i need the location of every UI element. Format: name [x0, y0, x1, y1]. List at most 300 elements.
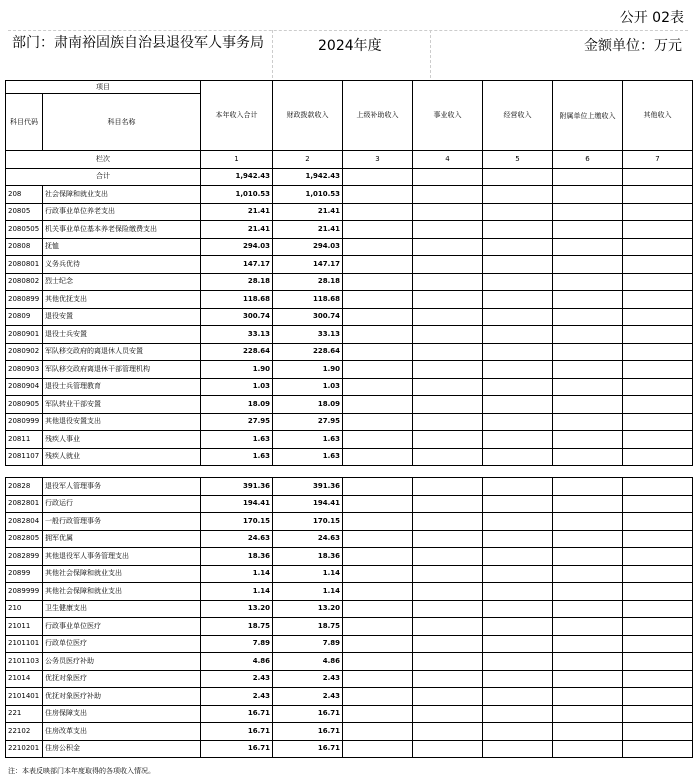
- empty-cell: [413, 378, 483, 396]
- empty-cell: [623, 256, 693, 274]
- row-name: 其他退役安置支出: [43, 413, 201, 431]
- empty-cell: [483, 378, 553, 396]
- empty-cell: [483, 530, 553, 548]
- income-table: [5, 80, 693, 758]
- row-total: 24.63: [201, 530, 273, 548]
- row-code: 20808: [6, 238, 43, 256]
- empty-cell: [483, 670, 553, 688]
- empty-cell: [343, 186, 413, 204]
- table-row: [6, 273, 693, 291]
- order-num: 2: [273, 151, 343, 169]
- head-col-6: 附属单位上缴收入: [553, 81, 623, 151]
- row-code: 2080904: [6, 378, 43, 396]
- empty-cell: [553, 495, 623, 513]
- empty-cell: [413, 326, 483, 344]
- row-code: 22102: [6, 723, 43, 741]
- row-name: 行政运行: [43, 495, 201, 513]
- empty-cell: [483, 495, 553, 513]
- empty-cell: [553, 326, 623, 344]
- empty-cell: [553, 635, 623, 653]
- empty-cell: [343, 431, 413, 449]
- row-total: 18.75: [201, 618, 273, 636]
- row-fiscal: 4.86: [273, 653, 343, 671]
- empty-cell: [553, 618, 623, 636]
- empty-cell: [343, 723, 413, 741]
- row-name: 一般行政管理事务: [43, 513, 201, 531]
- table-head: [6, 81, 693, 186]
- empty-cell: [343, 291, 413, 309]
- empty-cell: [413, 478, 483, 496]
- row-fiscal: 21.41: [273, 203, 343, 221]
- row-name: 行政单位医疗: [43, 635, 201, 653]
- empty-cell: [343, 618, 413, 636]
- row-fiscal: 391.36: [273, 478, 343, 496]
- empty-cell: [413, 688, 483, 706]
- table-row: [6, 431, 693, 449]
- empty-cell: [343, 495, 413, 513]
- empty-cell: [483, 238, 553, 256]
- empty-cell: [483, 256, 553, 274]
- row-name: 卫生健康支出: [43, 600, 201, 618]
- table-row: [6, 583, 693, 601]
- empty-cell: [343, 653, 413, 671]
- empty-cell: [553, 431, 623, 449]
- row-code: 2080802: [6, 273, 43, 291]
- row-total: 228.64: [201, 343, 273, 361]
- table-row: [6, 308, 693, 326]
- total-fiscal: 1,942.43: [273, 168, 343, 186]
- empty-cell: [483, 186, 553, 204]
- year-label: 2024年度: [318, 38, 382, 54]
- empty-cell: [343, 513, 413, 531]
- row-code: 2082804: [6, 513, 43, 531]
- table-row: [6, 478, 693, 496]
- row-name: 拥军优属: [43, 530, 201, 548]
- empty-cell: [343, 705, 413, 723]
- empty-cell: [553, 238, 623, 256]
- empty-cell: [623, 635, 693, 653]
- department-label: 部门：肃南裕固族自治县退役军人事务局: [12, 35, 264, 51]
- empty-cell: [483, 565, 553, 583]
- empty-cell: [413, 740, 483, 758]
- empty-cell: [343, 221, 413, 239]
- row-fiscal: 18.09: [273, 396, 343, 414]
- empty-cell: [623, 308, 693, 326]
- empty-cell: [623, 326, 693, 344]
- empty-cell: [623, 273, 693, 291]
- row-name: 机关事业单位基本养老保险缴费支出: [43, 221, 201, 239]
- head-col-7: 其他收入: [623, 81, 693, 151]
- row-name: 残疾人事业: [43, 431, 201, 449]
- empty-cell: [623, 723, 693, 741]
- row-fiscal: 18.75: [273, 618, 343, 636]
- row-name: 行政事业单位养老支出: [43, 203, 201, 221]
- row-total: 1.14: [201, 565, 273, 583]
- empty-cell: [343, 583, 413, 601]
- empty-cell: [413, 396, 483, 414]
- table-row: [6, 186, 693, 204]
- row-total: 300.74: [201, 308, 273, 326]
- empty-cell: [553, 688, 623, 706]
- table-row: [6, 396, 693, 414]
- empty-cell: [343, 478, 413, 496]
- total-label: 合计: [6, 168, 201, 186]
- empty-cell: [623, 448, 693, 466]
- empty-cell: [623, 513, 693, 531]
- empty-cell: [553, 256, 623, 274]
- row-name: 其他优抚支出: [43, 291, 201, 309]
- row-code: 210: [6, 600, 43, 618]
- row-code: 2080505: [6, 221, 43, 239]
- empty-cell: [343, 740, 413, 758]
- header-row: [8, 30, 688, 79]
- empty-cell: [483, 343, 553, 361]
- empty-cell: [413, 238, 483, 256]
- empty-cell: [483, 203, 553, 221]
- empty-cell: [483, 221, 553, 239]
- empty-cell: [413, 291, 483, 309]
- row-fiscal: 1.14: [273, 565, 343, 583]
- empty-cell: [623, 530, 693, 548]
- row-fiscal: 194.41: [273, 495, 343, 513]
- row-name: 退役士兵管理教育: [43, 378, 201, 396]
- empty-cell: [553, 361, 623, 379]
- empty-cell: [553, 600, 623, 618]
- row-total: 18.36: [201, 548, 273, 566]
- empty-cell: [553, 583, 623, 601]
- empty-cell: [343, 548, 413, 566]
- row-code: 21011: [6, 618, 43, 636]
- table-row: [6, 256, 693, 274]
- row-fiscal: 300.74: [273, 308, 343, 326]
- row-fiscal: 18.36: [273, 548, 343, 566]
- empty-cell: [623, 618, 693, 636]
- table-row: [6, 413, 693, 431]
- header-divider: [430, 30, 431, 78]
- table-row: [6, 343, 693, 361]
- row-fiscal: 2.43: [273, 670, 343, 688]
- head-code: 科目代码: [6, 94, 43, 151]
- row-name: 退役安置: [43, 308, 201, 326]
- table-row: [6, 653, 693, 671]
- row-total: 1.03: [201, 378, 273, 396]
- row-name: 住房改革支出: [43, 723, 201, 741]
- empty-cell: [623, 548, 693, 566]
- row-name: 住房保障支出: [43, 705, 201, 723]
- head-name: 科目名称: [43, 94, 201, 151]
- empty-cell: [623, 740, 693, 758]
- row-code: 2101101: [6, 635, 43, 653]
- empty-cell: [343, 326, 413, 344]
- empty-cell: [553, 705, 623, 723]
- empty-cell: [483, 740, 553, 758]
- table-row: [6, 326, 693, 344]
- row-name: 残疾人就业: [43, 448, 201, 466]
- row-name: 其他社会保障和就业支出: [43, 565, 201, 583]
- row-total: 170.15: [201, 513, 273, 531]
- empty-cell: [483, 478, 553, 496]
- row-total: 21.41: [201, 203, 273, 221]
- empty-cell: [483, 583, 553, 601]
- head-col-2: 财政拨款收入: [273, 81, 343, 151]
- row-code: 20811: [6, 431, 43, 449]
- row-fiscal: 228.64: [273, 343, 343, 361]
- row-name: 烈士纪念: [43, 273, 201, 291]
- row-code: 20899: [6, 565, 43, 583]
- empty-cell: [413, 361, 483, 379]
- table-row: [6, 740, 693, 758]
- row-fiscal: 16.71: [273, 740, 343, 758]
- empty-cell: [483, 361, 553, 379]
- table-row: [6, 565, 693, 583]
- empty-cell: [483, 413, 553, 431]
- empty-cell: [343, 378, 413, 396]
- head-item: 项目: [6, 81, 201, 94]
- row-fiscal: 118.68: [273, 291, 343, 309]
- row-fiscal: 33.13: [273, 326, 343, 344]
- row-code: 20805: [6, 203, 43, 221]
- empty-cell: [553, 448, 623, 466]
- empty-cell: [483, 653, 553, 671]
- table-row: [6, 203, 693, 221]
- row-code: 2089999: [6, 583, 43, 601]
- empty-cell: [623, 653, 693, 671]
- empty-cell: [623, 600, 693, 618]
- empty-cell: [553, 530, 623, 548]
- row-fiscal: 1.14: [273, 583, 343, 601]
- empty-cell: [413, 431, 483, 449]
- empty-cell: [343, 308, 413, 326]
- head-col-5: 经营收入: [483, 81, 553, 151]
- empty-cell: [553, 396, 623, 414]
- empty-cell: [413, 448, 483, 466]
- form-number: 公开 02表: [619, 10, 684, 26]
- table-row: [6, 530, 693, 548]
- row-code: 2082805: [6, 530, 43, 548]
- row-fiscal: 147.17: [273, 256, 343, 274]
- table-body-part1: [6, 186, 693, 466]
- empty-cell: [413, 635, 483, 653]
- row-fiscal: 1.63: [273, 431, 343, 449]
- row-total: 16.71: [201, 705, 273, 723]
- row-name: 行政事业单位医疗: [43, 618, 201, 636]
- row-total: 33.13: [201, 326, 273, 344]
- empty-cell: [623, 378, 693, 396]
- table-row: [6, 670, 693, 688]
- empty-cell: [483, 326, 553, 344]
- row-code: 21014: [6, 670, 43, 688]
- table-note: 注：本表反映部门本年度取得的各项收入情况。: [8, 767, 155, 775]
- empty-cell: [623, 431, 693, 449]
- empty-cell: [343, 273, 413, 291]
- row-name: 公务员医疗补助: [43, 653, 201, 671]
- empty-cell: [553, 186, 623, 204]
- row-code: 2101103: [6, 653, 43, 671]
- row-code: 2101401: [6, 688, 43, 706]
- row-total: 7.89: [201, 635, 273, 653]
- row-name: 军队移交政府的离退休人员安置: [43, 343, 201, 361]
- row-total: 1.63: [201, 431, 273, 449]
- empty-cell: [623, 361, 693, 379]
- order-num: 5: [483, 151, 553, 169]
- row-code: 2080801: [6, 256, 43, 274]
- empty-cell: [553, 653, 623, 671]
- empty-cell: [553, 565, 623, 583]
- row-total: 28.18: [201, 273, 273, 291]
- row-name: 军队转业干部安置: [43, 396, 201, 414]
- row-name: 优抚对象医疗: [43, 670, 201, 688]
- table-row: [6, 221, 693, 239]
- empty-cell: [343, 238, 413, 256]
- empty-cell: [343, 670, 413, 688]
- empty-cell: [413, 530, 483, 548]
- row-fiscal: 16.71: [273, 723, 343, 741]
- row-fiscal: 1.90: [273, 361, 343, 379]
- empty-cell: [483, 618, 553, 636]
- empty-cell: [343, 361, 413, 379]
- empty-cell: [413, 343, 483, 361]
- empty-cell: [483, 723, 553, 741]
- empty-cell: [483, 548, 553, 566]
- empty-cell: [553, 548, 623, 566]
- empty-cell: [413, 221, 483, 239]
- row-total: 147.17: [201, 256, 273, 274]
- row-name: 抚恤: [43, 238, 201, 256]
- row-fiscal: 2.43: [273, 688, 343, 706]
- row-name: 其他退役军人事务管理支出: [43, 548, 201, 566]
- row-code: 20828: [6, 478, 43, 496]
- row-total: 16.71: [201, 740, 273, 758]
- row-name: 军队移交政府离退休干部管理机构: [43, 361, 201, 379]
- table-gap: [6, 466, 693, 478]
- empty-cell: [413, 583, 483, 601]
- row-name: 其他社会保障和就业支出: [43, 583, 201, 601]
- empty-cell: [413, 495, 483, 513]
- row-code: 2080899: [6, 291, 43, 309]
- empty-cell: [343, 635, 413, 653]
- empty-cell: [343, 343, 413, 361]
- empty-cell: [623, 396, 693, 414]
- empty-cell: [483, 291, 553, 309]
- row-code: 2082801: [6, 495, 43, 513]
- table-row: [6, 635, 693, 653]
- row-code: 221: [6, 705, 43, 723]
- empty-cell: [343, 530, 413, 548]
- row-name: 义务兵优待: [43, 256, 201, 274]
- empty-cell: [483, 688, 553, 706]
- row-total: 16.71: [201, 723, 273, 741]
- empty-cell: [623, 413, 693, 431]
- row-code: 2081107: [6, 448, 43, 466]
- row-fiscal: 1.63: [273, 448, 343, 466]
- empty-cell: [623, 343, 693, 361]
- empty-cell: [413, 670, 483, 688]
- empty-cell: [553, 203, 623, 221]
- empty-cell: [623, 688, 693, 706]
- empty-cell: [413, 413, 483, 431]
- empty-cell: [553, 478, 623, 496]
- row-total: 2.43: [201, 670, 273, 688]
- row-fiscal: 7.89: [273, 635, 343, 653]
- empty-cell: [623, 238, 693, 256]
- empty-cell: [343, 565, 413, 583]
- empty-cell: [413, 308, 483, 326]
- empty-cell: [413, 273, 483, 291]
- row-fiscal: 170.15: [273, 513, 343, 531]
- empty-cell: [413, 565, 483, 583]
- row-total: 18.09: [201, 396, 273, 414]
- empty-cell: [343, 413, 413, 431]
- empty-cell: [413, 186, 483, 204]
- empty-cell: [343, 203, 413, 221]
- empty-cell: [623, 221, 693, 239]
- empty-cell: [413, 705, 483, 723]
- empty-cell: [343, 448, 413, 466]
- row-total: 194.41: [201, 495, 273, 513]
- table-row: [6, 448, 693, 466]
- head-col-4: 事业收入: [413, 81, 483, 151]
- row-total: 21.41: [201, 221, 273, 239]
- row-code: 20809: [6, 308, 43, 326]
- row-code: 2080901: [6, 326, 43, 344]
- empty-cell: [623, 495, 693, 513]
- empty-cell: [553, 221, 623, 239]
- row-total: 118.68: [201, 291, 273, 309]
- order-label: 栏次: [6, 151, 201, 169]
- empty-cell: [413, 723, 483, 741]
- table-row: [6, 705, 693, 723]
- table-row: [6, 513, 693, 531]
- empty-cell: [343, 396, 413, 414]
- empty-cell: [483, 396, 553, 414]
- empty-cell: [483, 600, 553, 618]
- empty-cell: [483, 705, 553, 723]
- row-code: 2080905: [6, 396, 43, 414]
- empty-cell: [623, 478, 693, 496]
- empty-cell: [483, 448, 553, 466]
- row-name: 退役士兵安置: [43, 326, 201, 344]
- row-total: 13.20: [201, 600, 273, 618]
- empty-cell: [483, 308, 553, 326]
- row-fiscal: 13.20: [273, 600, 343, 618]
- row-name: 社会保障和就业支出: [43, 186, 201, 204]
- row-fiscal: 1.03: [273, 378, 343, 396]
- empty-cell: [553, 670, 623, 688]
- order-num: 3: [343, 151, 413, 169]
- empty-cell: [553, 723, 623, 741]
- row-code: 2080903: [6, 361, 43, 379]
- table-row: [6, 238, 693, 256]
- empty-cell: [553, 413, 623, 431]
- row-fiscal: 28.18: [273, 273, 343, 291]
- row-code: 2080999: [6, 413, 43, 431]
- empty-cell: [623, 203, 693, 221]
- row-code: 208: [6, 186, 43, 204]
- order-num: 7: [623, 151, 693, 169]
- empty-cell: [343, 256, 413, 274]
- row-total: 391.36: [201, 478, 273, 496]
- row-total: 294.03: [201, 238, 273, 256]
- empty-cell: [553, 343, 623, 361]
- row-fiscal: 294.03: [273, 238, 343, 256]
- empty-cell: [623, 705, 693, 723]
- row-code: 2210201: [6, 740, 43, 758]
- row-fiscal: 1,010.53: [273, 186, 343, 204]
- table-row: [6, 378, 693, 396]
- empty-cell: [413, 548, 483, 566]
- empty-cell: [623, 583, 693, 601]
- row-name: 优抚对象医疗补助: [43, 688, 201, 706]
